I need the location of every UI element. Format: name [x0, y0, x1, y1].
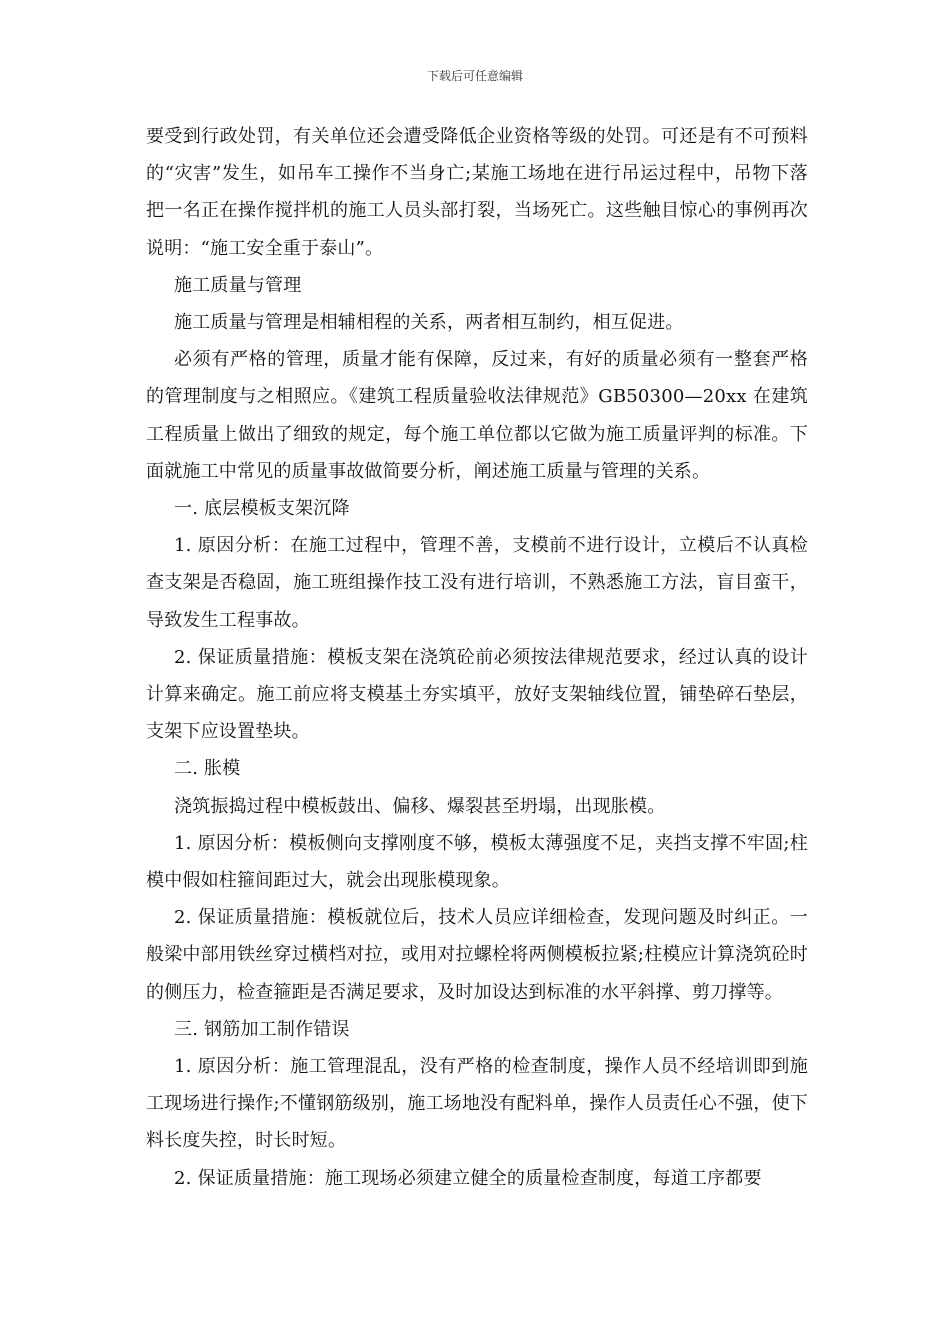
page-header: 下载后可任意编辑	[426, 69, 523, 83]
heading-1: 一. 底层模板支架沉降	[174, 498, 350, 520]
paragraph-5: 1. 原因分析：在施工过程中，管理不善，支模前不进行设计，立模后不认真检查支架是否稳固，施工班组操作技工没有进行培训，不熟悉施工方法，盲目蛮干，导致发生工程事故。	[146, 535, 808, 631]
heading-2: 二. 胀模	[174, 758, 241, 780]
paragraph-10: 2. 保证质量措施：模板就位后，技术人员应详细检查，发现问题及时纠正。一般梁中部用铁丝穿过横档对拉，或用对拉螺栓将两侧模板拉紧;柱模应计算浇筑砼时的侧压力，检查箍距是否满足要求，及时加设达到标准的水平斜撑、剪刀撑等。	[146, 907, 808, 1003]
document-body	[146, 118, 808, 1197]
paragraph-8: 浇筑振捣过程中模板鼓出、偏移、爆裂甚至坍塌，出现胀模。	[174, 795, 666, 817]
paragraph-9: 1. 原因分析：模板侧向支撑刚度不够，模板太薄强度不足，夹挡支撑不牢固;柱模中假如柱箍间距过大，就会出现胀模现象。	[146, 832, 808, 892]
paragraph-2: 施工质量与管理是相辅相程的关系，两者相互制约，相互促进。	[174, 312, 684, 334]
paragraph-12: 1. 原因分析：施工管理混乱，没有严格的检查制度，操作人员不经培训即到施工现场进行操作;不懂钢筋级别，施工场地没有配料单，操作人员责任心不强，使下料长度失控，时长时短。	[146, 1056, 808, 1152]
paragraph-6: 2. 保证质量措施：模板支架在浇筑砼前必须按法律规范要求，经过认真的设计计算来确定。施工前应将支模基土夯实填平，放好支架轴线位置，铺垫碎石垫层，支架下应设置垫块。	[146, 646, 808, 743]
paragraph-3: 必须有严格的管理，质量才能有保障，反过来，有好的质量必须有一整套严格的管理制度与之相照应。《建筑工程质量验收法律规范》GB50300—20xx 在建筑工程质量上做出了细致的规定，每个施工单位都以它做为施工质量评判的标准。下面就施工中常见的质量事故做简要分析，阐述施工质量与管理的关系。	[146, 349, 808, 482]
paragraph-0: 要受到行政处罚，有关单位还会遭受降低企业资格等级的处罚。可还是有不可预料的“灾害”发生，如吊车工操作不当身亡;某施工场地在进行吊运过程中，吊物下落把一名正在操作搅拌机的施工人员头部打裂，当场死亡。这些触目惊心的事例再次说明：“施工安全重于泰山”。	[146, 126, 808, 259]
heading-3: 三. 钢筋加工制作错误	[174, 1018, 350, 1040]
paragraph-13: 2. 保证质量措施：施工现场必须建立健全的质量检查制度，每道工序都要	[174, 1167, 762, 1189]
section-heading-quality: 施工质量与管理	[174, 274, 302, 296]
